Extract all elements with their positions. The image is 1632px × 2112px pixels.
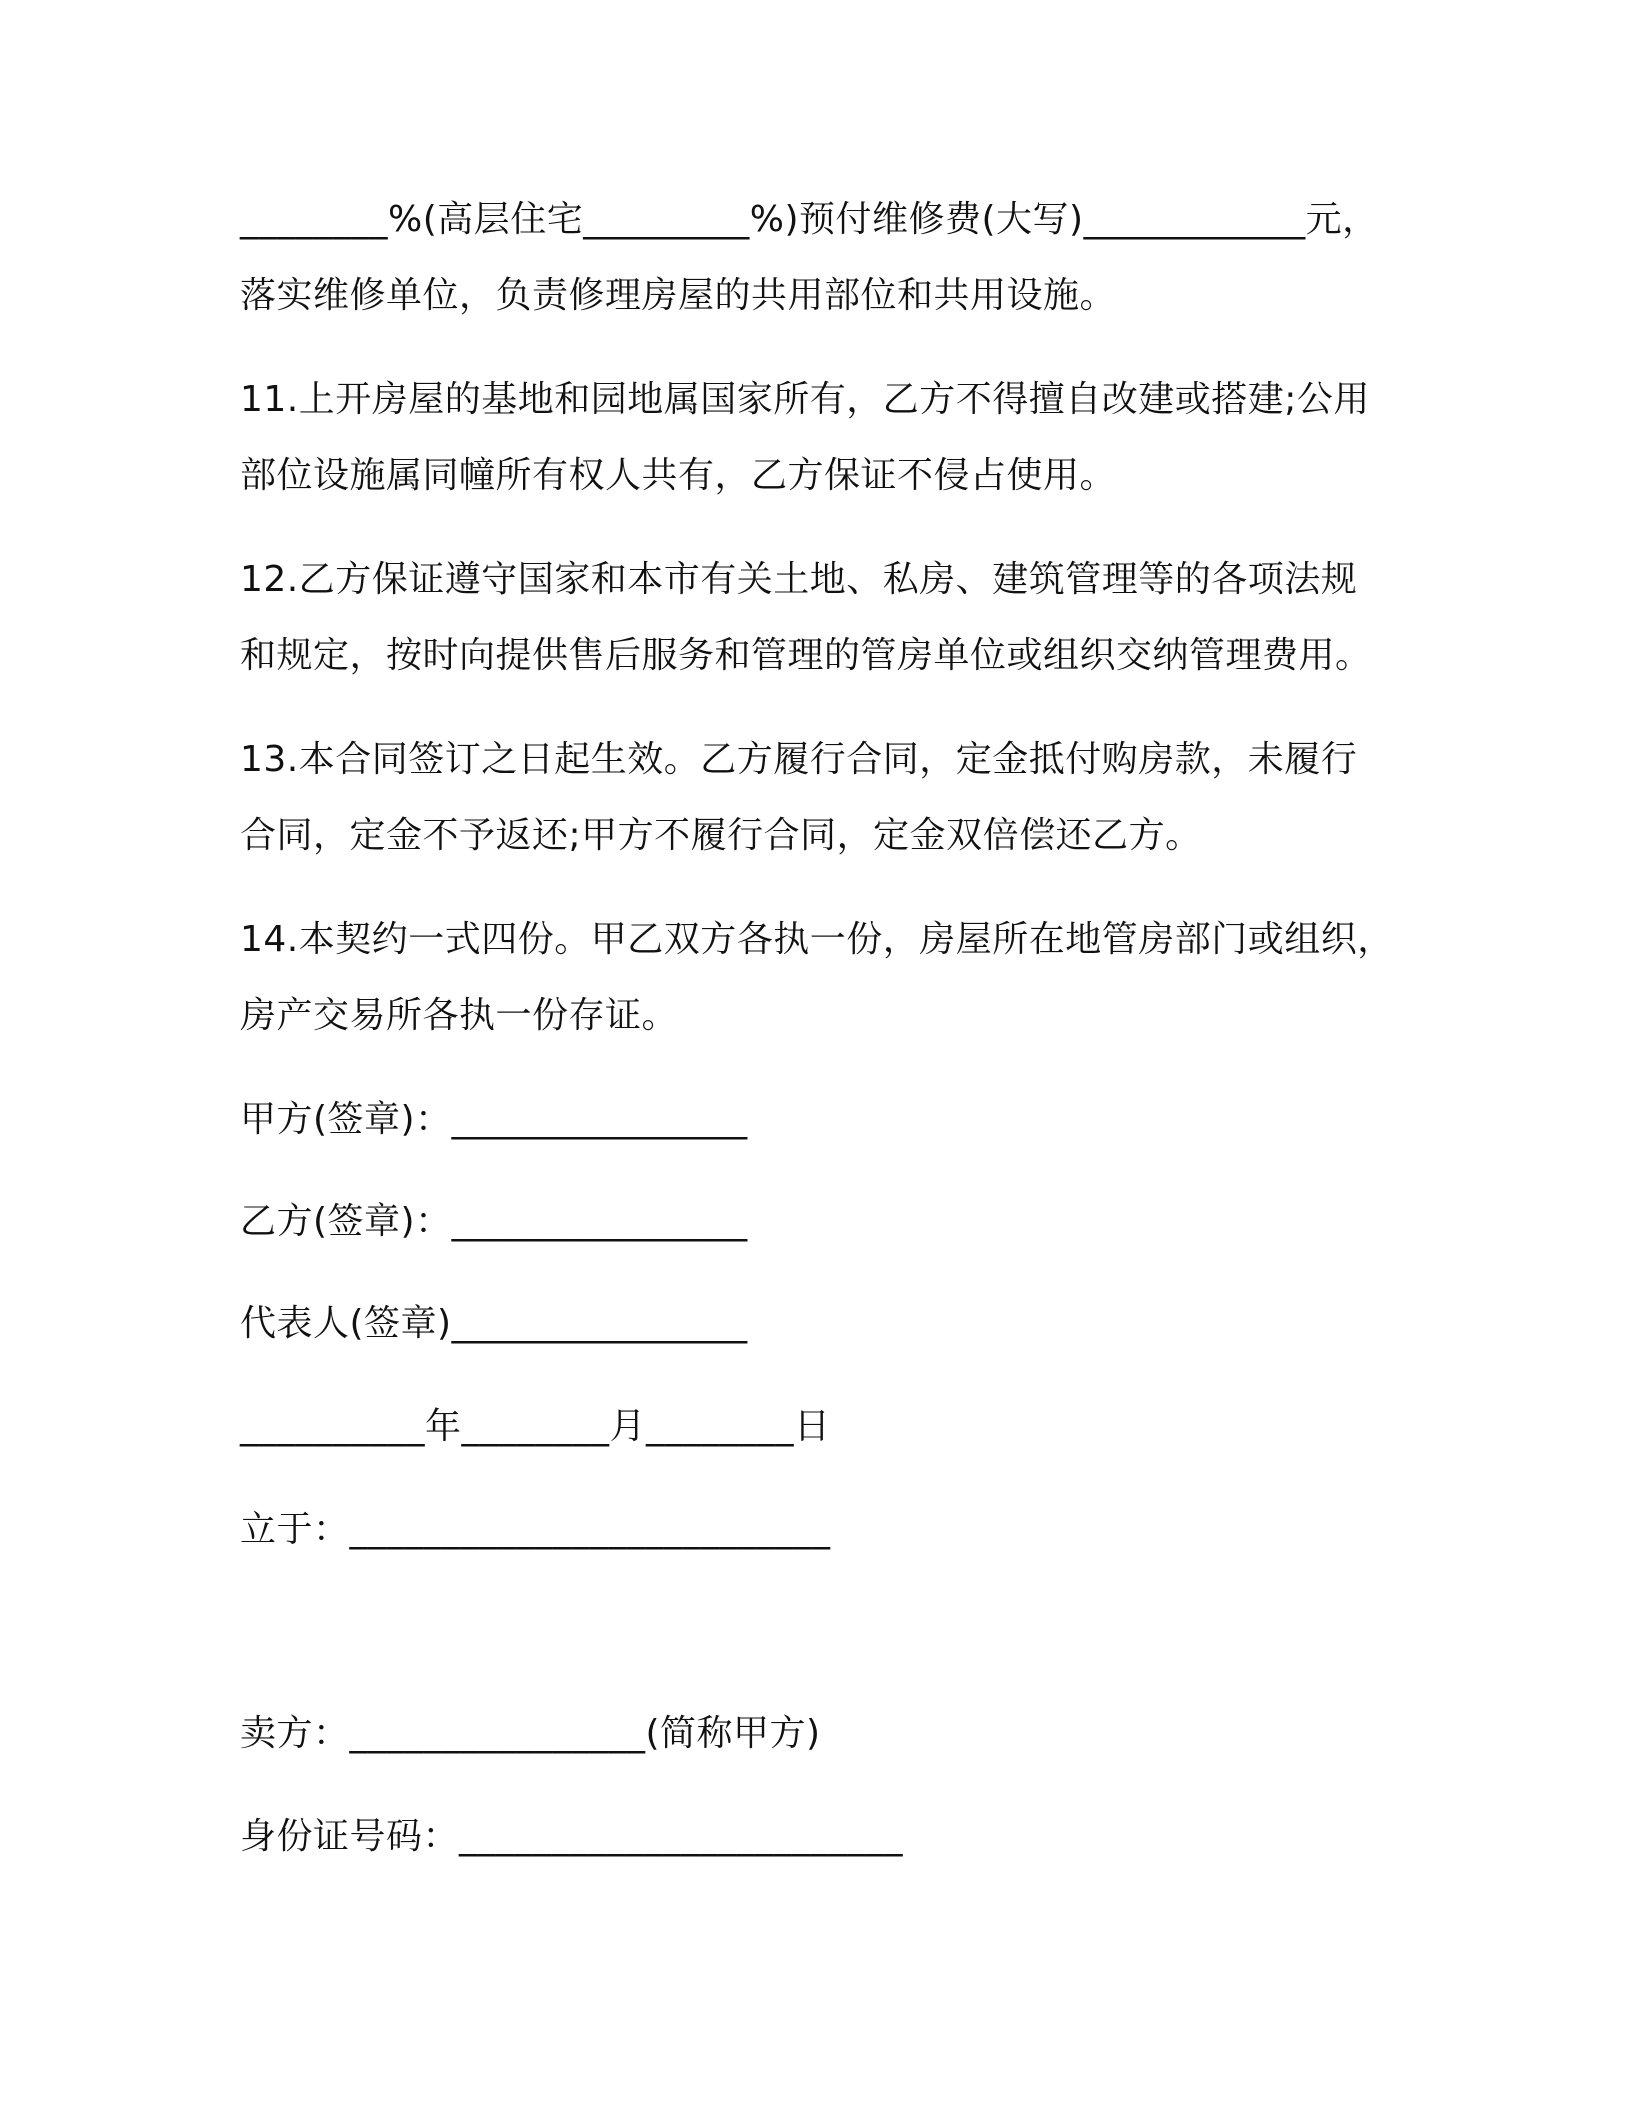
- clause-13-line-1: 13.本合同签订之日起生效。乙方履行合同，定金抵付购房款，未履行: [240, 739, 1358, 780]
- clause-11-line-1: 11.上开房屋的基地和园地属国家所有，乙方不得擅自改建或搭建;公用: [240, 379, 1370, 420]
- id-number-line: 身份证号码：________________________: [240, 1816, 904, 1857]
- party-b-signature-line: 乙方(签章)：________________: [240, 1201, 748, 1242]
- clause-14-line-2: 房产交易所各执一份存证。: [240, 995, 679, 1036]
- clause-13-line-2: 合同，定金不予返还;甲方不履行合同，定金双倍偿还乙方。: [240, 815, 1202, 856]
- signed-at-line: 立于：__________________________: [240, 1509, 831, 1550]
- clause-10-continued-line-2: 落实维修单位，负责修理房屋的共用部位和共用设施。: [240, 275, 1117, 316]
- seller-line: 卖方：________________(简称甲方): [240, 1713, 821, 1754]
- representative-signature-line: 代表人(签章)________________: [240, 1303, 748, 1344]
- clause-12-line-1: 12.乙方保证遵守国家和本市有关土地、私房、建筑管理等的各项法规: [240, 559, 1358, 600]
- date-line: __________年________月________日: [240, 1406, 831, 1447]
- clause-14-line-1: 14.本契约一式四份。甲乙双方各执一份，房屋所在地管房部门或组织，: [240, 919, 1394, 960]
- clause-10-continued-line-1: ________%(高层住宅_________%)预付维修费(大写)____________元，: [240, 199, 1379, 240]
- party-a-signature-line: 甲方(签章)：________________: [240, 1099, 748, 1140]
- clause-11-line-2: 部位设施属同幢所有权人共有，乙方保证不侵占使用。: [240, 455, 1117, 496]
- clause-12-line-2: 和规定，按时向提供售后服务和管理的管房单位或组织交纳管理费用。: [240, 635, 1372, 676]
